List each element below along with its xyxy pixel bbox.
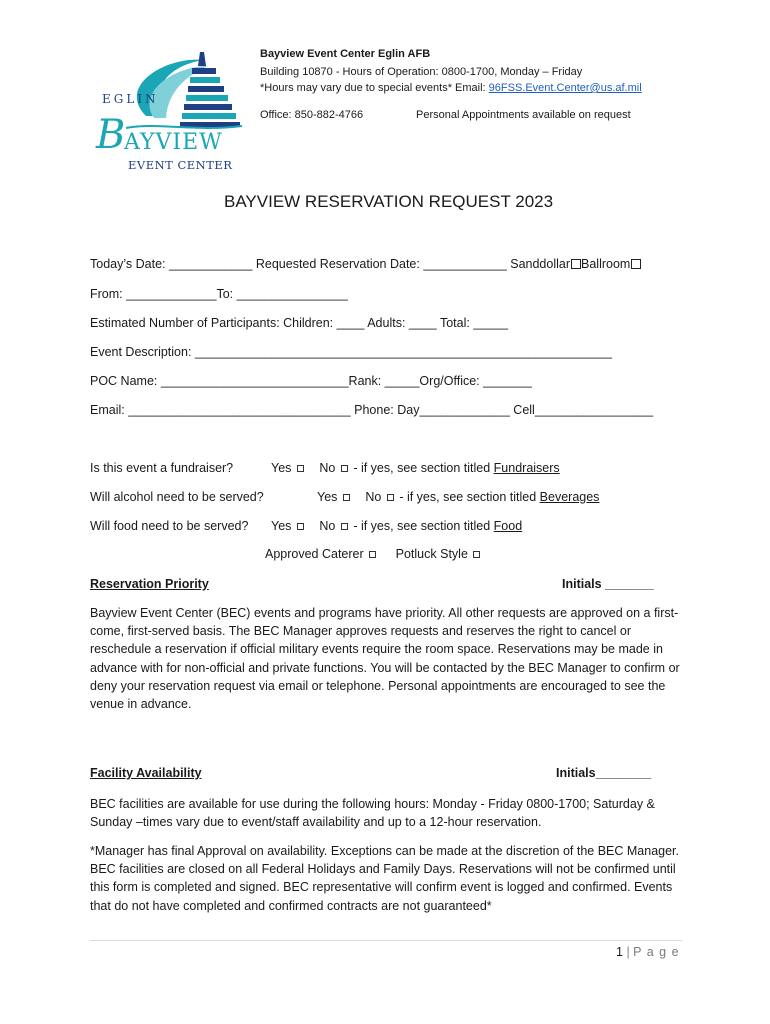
food-tail: - if yes, see section titled xyxy=(353,519,494,533)
form-line-description[interactable]: Event Description: ____________________________________________________________ xyxy=(90,345,613,359)
fundraisers-link[interactable]: Fundraisers xyxy=(493,461,560,475)
fundraiser-answers xyxy=(271,461,560,475)
alcohol-question: Will alcohol need to be served? xyxy=(90,490,264,504)
food-no-checkbox[interactable] xyxy=(341,523,348,530)
availability-body-2: *Manager has final Approval on availability. Exceptions can be made at the discretion of the BEC Manager. BEC facilities are closed on all Federal Holidays and Family Days. Reservations will not be confirmed until this form is completed and signed. BEC representative will confirm event is logged and confirmed. Events that do not have completed and confirmed contracts are not guaranteed* xyxy=(90,844,680,913)
caterer-checkbox[interactable] xyxy=(369,551,376,558)
potluck-label: Potluck Style xyxy=(395,547,468,561)
fundraiser-no-checkbox[interactable] xyxy=(341,465,348,472)
logo-word-bayview: AYVIEW xyxy=(124,130,223,155)
caterer-label: Approved Caterer xyxy=(265,547,364,561)
page-separator: | xyxy=(626,945,630,959)
fundraiser-question: Is this event a fundraiser? xyxy=(90,461,234,475)
alcohol-tail: - if yes, see section titled xyxy=(399,490,540,504)
availability-heading: Facility Availability xyxy=(90,766,202,780)
appointments-note: Personal Appointments available on request xyxy=(416,109,631,121)
ballroom-checkbox[interactable] xyxy=(631,259,641,269)
page-number: 1 xyxy=(616,945,623,959)
food-yes-checkbox[interactable] xyxy=(297,523,304,530)
page-footer xyxy=(616,945,680,959)
footer-divider xyxy=(90,940,682,941)
form-line-dates xyxy=(90,257,641,271)
caterer-options xyxy=(265,547,482,561)
fundraiser-tail: - if yes, see section titled xyxy=(353,461,494,475)
alcohol-yes-checkbox[interactable] xyxy=(343,494,350,501)
alcohol-no-label: No xyxy=(365,490,382,504)
fundraiser-yes-checkbox[interactable] xyxy=(297,465,304,472)
ballroom-label: Ballroom xyxy=(581,257,631,271)
priority-initials[interactable]: Initials _______ xyxy=(562,577,654,591)
availability-initials[interactable]: Initials________ xyxy=(556,766,652,780)
food-yes-label: Yes xyxy=(271,519,292,533)
email-link[interactable]: 96FSS.Event.Center@us.af.mil xyxy=(488,82,642,94)
sanddollar-checkbox[interactable] xyxy=(571,259,581,269)
special-events-text: *Hours may vary due to special events* Email: xyxy=(260,82,489,94)
logo-word-eglin: EGLIN xyxy=(102,92,159,106)
priority-heading: Reservation Priority xyxy=(90,577,209,591)
food-link[interactable]: Food xyxy=(493,519,523,533)
fundraiser-no-label: No xyxy=(319,461,336,475)
food-answers xyxy=(271,519,522,533)
office-phone: Office: 850-882-4766 xyxy=(260,109,364,121)
page-word: P a g e xyxy=(633,945,680,959)
bayview-logo xyxy=(96,46,246,176)
beverages-link[interactable]: Beverages xyxy=(539,490,600,504)
alcohol-no-checkbox[interactable] xyxy=(387,494,394,501)
alcohol-yes-label: Yes xyxy=(317,490,338,504)
priority-body: Bayview Event Center (BEC) events and programs have priority. All other requests are approved on a first-come, first-served basis. The BEC Manager approves requests and reserves the right to cancel or reschedule a reservation if official military events require the room space. Reservations may be made in advance with for non-official and private functions. You will be contacted by the BEC Manager to confirm or deny your reservation request via email or telephone. Personal appointments are encouraged to see the venue in advance. xyxy=(90,606,680,712)
form-line-poc[interactable]: POC Name: ___________________________Rank: _____Org/Office: _______ xyxy=(90,374,532,388)
food-question: Will food need to be served? xyxy=(90,519,249,533)
org-name: Bayview Event Center Eglin AFB xyxy=(260,48,431,60)
alcohol-answers xyxy=(317,490,599,504)
form-line-from-to[interactable]: From: _____________To: ________________ xyxy=(90,287,348,301)
potluck-checkbox[interactable] xyxy=(473,551,480,558)
availability-body-1: BEC facilities are available for use during the following hours: Monday - Friday 0800-1700; Saturday & Sunday –times vary due to event/staff availability and up to a 12-hour reservation. xyxy=(90,797,655,830)
dates-text: Today’s Date: ____________ Requested Reservation Date: ____________ Sanddollar xyxy=(90,257,570,271)
page-title: BAYVIEW RESERVATION REQUEST 2023 xyxy=(224,192,554,211)
special-events-line xyxy=(260,82,642,94)
fundraiser-yes-label: Yes xyxy=(271,461,292,475)
form-line-contact[interactable]: Email: ________________________________ Phone: Day_____________ Cell_________________ xyxy=(90,403,654,417)
logo-word-event-center: EVENT CENTER xyxy=(128,158,233,172)
logo-letter-b: B xyxy=(96,112,126,158)
form-line-participants[interactable]: Estimated Number of Participants: Children: ____ Adults: ____ Total: _____ xyxy=(90,316,509,330)
hours-line: Building 10870 - Hours of Operation: 0800-1700, Monday – Friday xyxy=(260,66,583,78)
food-no-label: No xyxy=(319,519,336,533)
